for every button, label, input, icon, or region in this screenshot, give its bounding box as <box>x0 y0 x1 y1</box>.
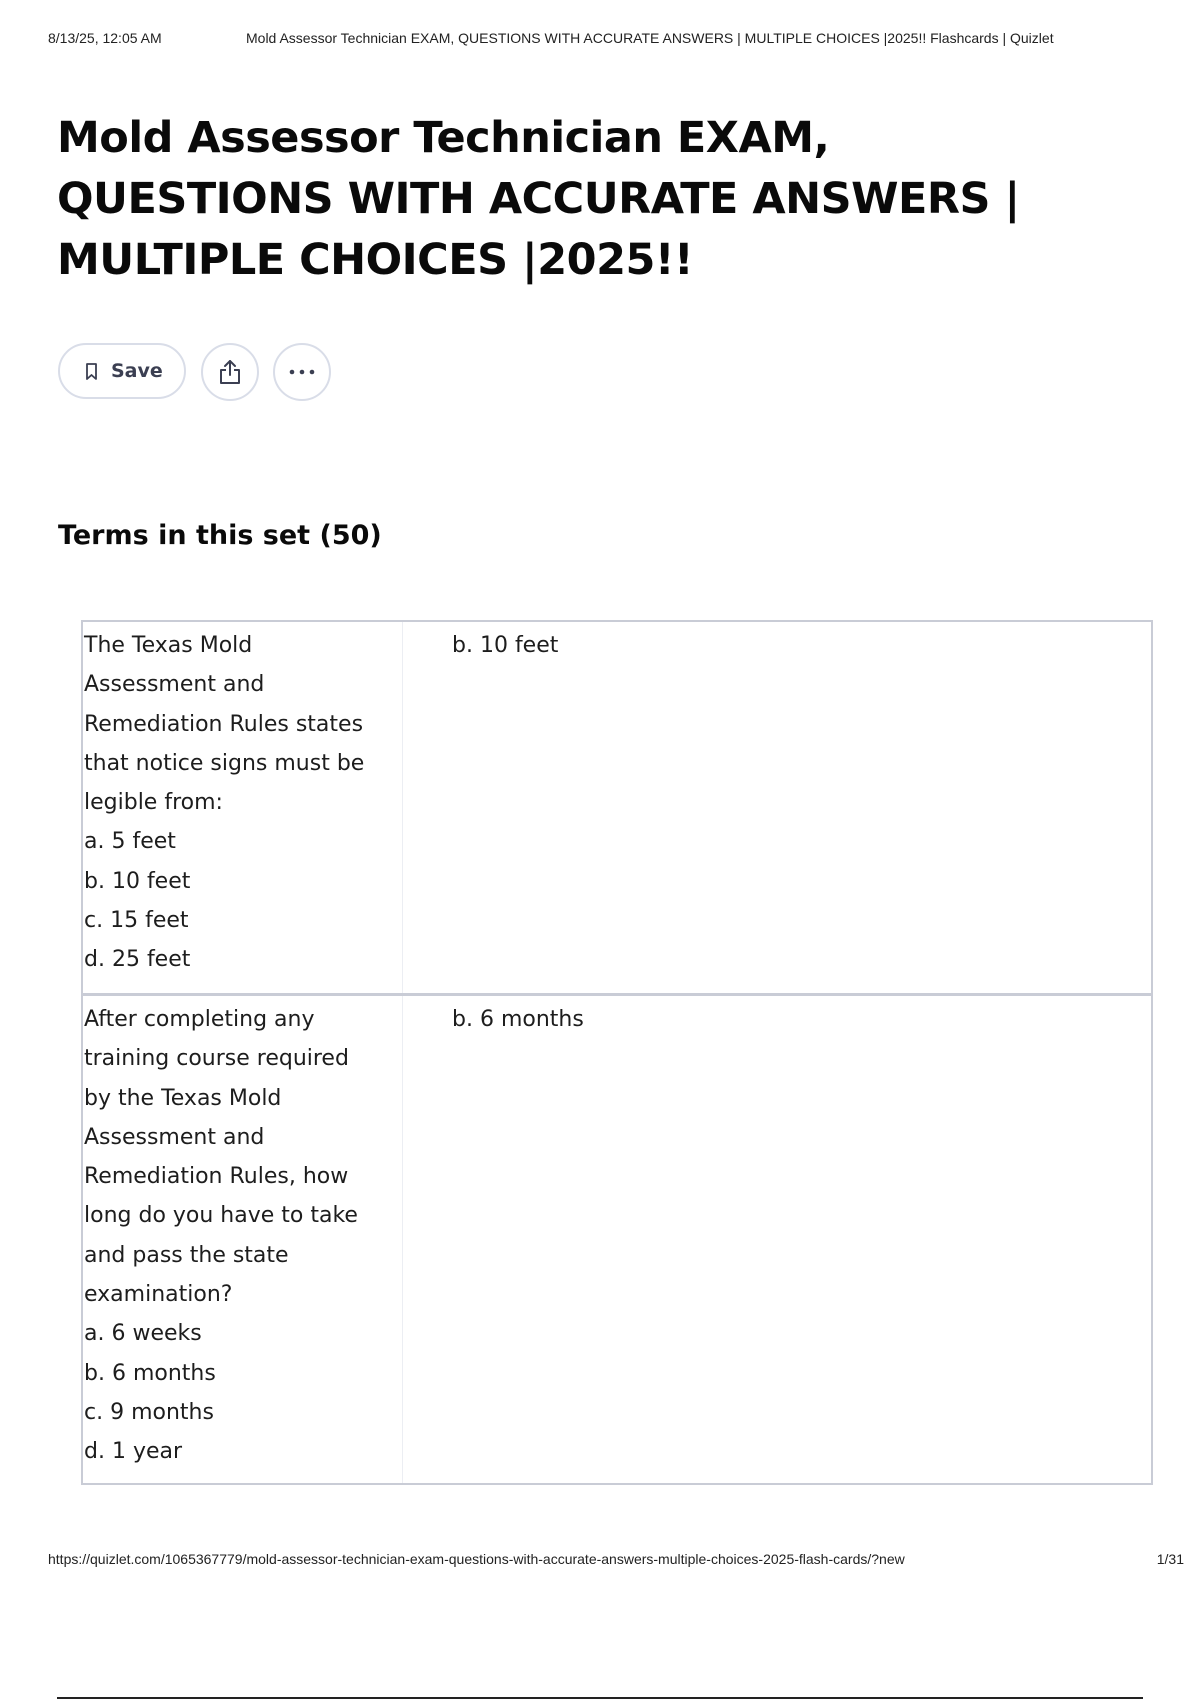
bookmark-icon <box>86 363 97 380</box>
share-button[interactable] <box>201 343 259 401</box>
definition-text: b. 6 months <box>452 1007 584 1032</box>
definition-text: b. 10 feet <box>452 633 559 658</box>
print-header <box>48 30 1178 50</box>
term-row <box>83 622 1151 993</box>
terms-table <box>81 620 1153 1485</box>
term-text: The Texas Mold Assessment and Remediation Rules states that notice signs must be legible from: a. 5 feet b. 10 feet c. 15 feet d. 25 feet <box>83 622 403 993</box>
print-date: 8/13/25, 12:05 AM <box>48 30 162 46</box>
page-title: Mold Assessor Technician EXAM, QUESTIONS WITH ACCURATE ANSWERS | MULTIPLE CHOICES |2025!! <box>57 113 1020 285</box>
more-options-button[interactable] <box>273 343 331 401</box>
more-icon <box>289 369 315 375</box>
share-icon <box>218 359 242 385</box>
print-url: https://quizlet.com/1065367779/mold-assessor-technician-exam-questions-with-accurate-answers-multiple-choices-2025-flash-cards/?new <box>48 1551 905 1567</box>
bottom-divider <box>57 1697 1143 1699</box>
save-button[interactable] <box>58 343 186 399</box>
save-button-label: Save <box>111 360 163 382</box>
term-row <box>83 993 1151 1483</box>
terms-section-heading: Terms in this set (50) <box>58 520 382 551</box>
print-doc-title: Mold Assessor Technician EXAM, QUESTIONS WITH ACCURATE ANSWERS | MULTIPLE CHOICES |2025!! Flashcards | Quizlet <box>246 30 1054 46</box>
page-number: 1/31 <box>1156 1551 1184 1567</box>
term-text: After completing any training course required by the Texas Mold Assessment and Remediation Rules, how long do you have to take and pass the state examination? a. 6 weeks b. 6 months c. 9 months d. 1 year <box>83 996 403 1483</box>
